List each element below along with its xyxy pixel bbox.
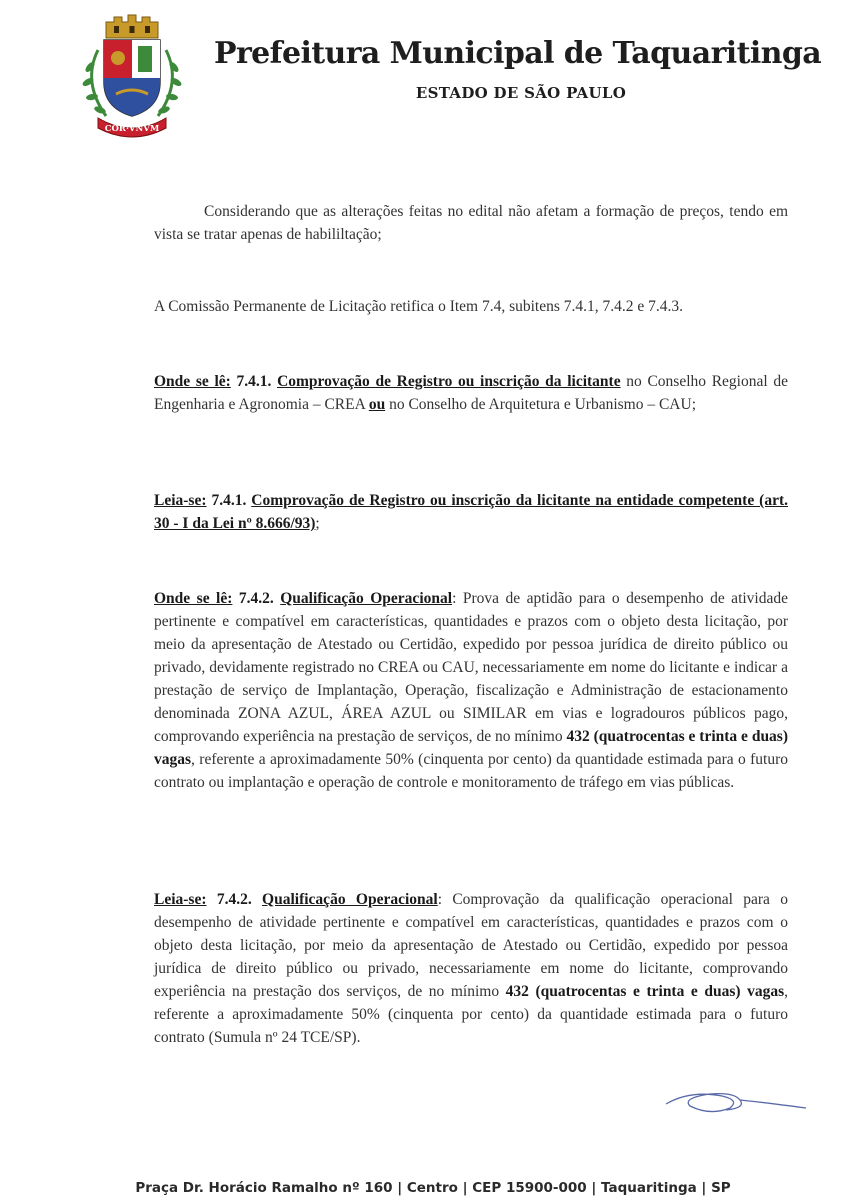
- item-number: 7.4.2.: [238, 590, 274, 607]
- lead-label: Onde se lê:: [154, 590, 233, 607]
- body-text: , referente a aproximadamente 50% (cinquenta por cento) da quantidade estimada para o futuro contrato ou implantação e operação de controle e monitoramento de tráfego em vias públicas.: [154, 751, 788, 791]
- item-heading: Qualificação Operacional: [280, 590, 453, 607]
- paragraph-leia-se-742: [154, 888, 788, 1049]
- body-text: no Conselho Regional de Engenharia e Agronomia – CREA: [154, 373, 788, 413]
- footer-address: Praça Dr. Horácio Ramalho nº 160 | Centro | CEP 15900-000 | Taquaritinga | SP: [135, 1180, 731, 1196]
- paragraph-retifica: A Comissão Permanente de Licitação retifica o Item 7.4, subitens 7.4.1, 7.4.2 e 7.4.3.: [154, 298, 684, 315]
- item-heading: Qualificação Operacional: [262, 891, 438, 908]
- paragraph-considerando: Considerando que as alterações feitas no edital não afetam a formação de preços, tendo em vista se tratar apenas de habililtação;: [154, 203, 788, 243]
- body-text: : Prova de aptidão para o desempenho de atividade pertinente e compatível em características, quantidades e prazos com o objeto desta licitação, por meio da apresentação de Atestado ou Certidão, expedido por pessoa jurídica de direito público ou privado, devidamente registrado no CREA ou CAU, necessariamente em nome do licitante e indicar a prestação de serviço de Implantação, Operação, fiscalização e Administração de estacionamento denominada ZONA AZUL, ÁREA AZUL ou SIMILAR em vias e logradouros públicos pago, comprovando experiência na prestação de serviços, de no mínimo: [154, 590, 788, 745]
- item-number: 7.4.1.: [236, 373, 272, 390]
- body-text: , referente a aproximadamente 50% (cinquenta por cento) da quantidade estimada para o futuro contrato (Sumula nº 24 TCE/SP).: [154, 983, 789, 1046]
- crest-motto: COR·VNVM: [104, 124, 160, 134]
- body-text: : Comprovação da qualificação operacional para o desempenho de atividade pertinente e compatível em características, quantidades e prazos com o objeto desta licitação, por meio da apresentação de Atestado ou Certidão, expedido por pessoa jurídica de direito público ou privado, necessariamente em nome do licitante, comprovando experiência na prestação dos serviços, de no mínimo: [154, 891, 788, 1000]
- emphasis-vagas: 432 (quatrocentas e trinta e duas) vagas: [154, 728, 789, 768]
- paragraph-onde-se-le-742: [154, 587, 788, 794]
- signature-initials: [660, 1086, 810, 1116]
- body-text: ;: [315, 515, 320, 532]
- item-heading: Comprovação de Registro ou inscrição da licitante na entidade competente (art. 30 - I da Lei nº 8.666/93): [154, 492, 788, 532]
- lead-label: Leia-se:: [154, 891, 207, 908]
- item-heading: Comprovação de Registro ou inscrição da licitante: [277, 373, 621, 390]
- page-title: Prefeitura Municipal de Taquaritinga: [214, 36, 822, 71]
- paragraph-onde-se-le-741: [154, 370, 788, 416]
- emphasis-ou: ou: [368, 396, 386, 413]
- paragraph-leia-se-741: [154, 489, 788, 535]
- body-text: no Conselho de Arquitetura e Urbanismo – CAU;: [385, 396, 697, 413]
- item-number: 7.4.1.: [211, 492, 247, 509]
- municipal-crest-logo: [80, 12, 184, 140]
- emphasis-vagas: 432 (quatrocentas e trinta e duas) vagas: [505, 983, 785, 1000]
- item-number: 7.4.2.: [216, 891, 252, 908]
- lead-label: Leia-se:: [154, 492, 207, 509]
- page-subtitle: ESTADO DE SÃO PAULO: [415, 84, 627, 102]
- lead-label: Onde se lê:: [154, 373, 231, 390]
